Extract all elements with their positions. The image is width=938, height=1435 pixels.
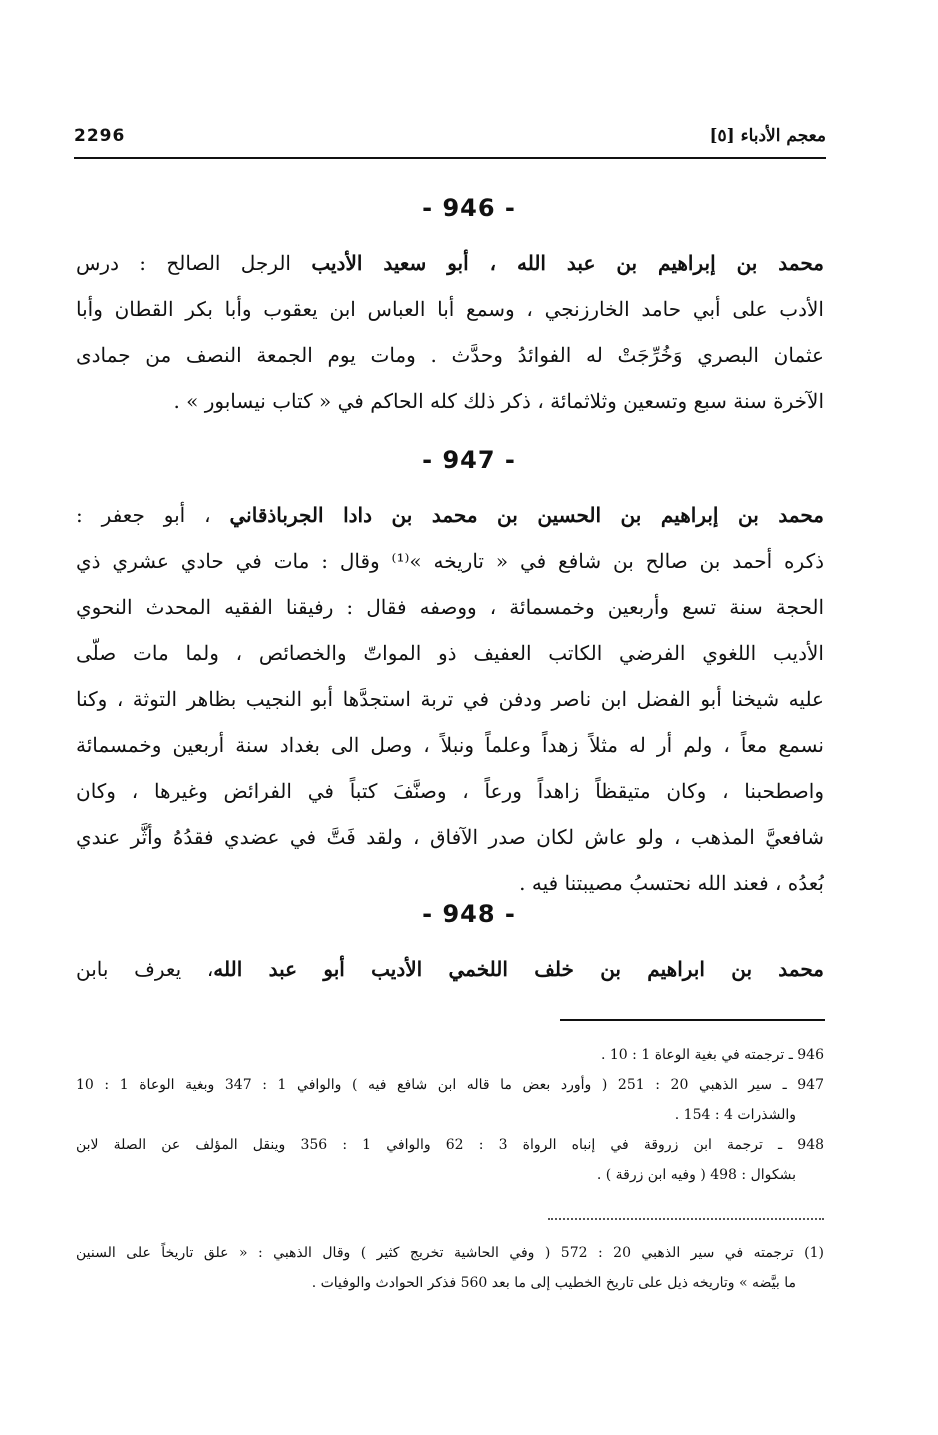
note-line: (1) ترجمته في سير الذهبي 20 : 572 ( وفي الحاشية تخريج كثير ) وقال الذهبي : « علق تاريخاً على السنين: [76, 1245, 824, 1261]
entry-name: محمد بن إبراهيم بن عبد الله ، أبو سعيد الأديب: [311, 251, 824, 275]
page-number: 2296: [74, 126, 126, 146]
footnote-948-cont: بشكوال : 498 ( وفيه ابن زرقة ) .: [596, 1167, 796, 1183]
note-line-cont: ما بيَّضه » وتاريخه ذيل على تاريخ الخطيب إلى ما بعد 560 فذكر الحوادث والوفيات .: [311, 1275, 796, 1291]
running-header: [74, 126, 826, 156]
dotted-separator: [548, 1218, 824, 1220]
text-span: عليه شيخنا أبو الفضل ابن ناصر ودفن في تربة استجدَّها أبو النجيب بظاهر التوثة ، وكنا: [76, 687, 824, 711]
text-span: الأدب على أبي حامد الخارزنجي ، وسمع أبا العباس ابن يعقوب وأبا بكر القطان وأبا: [76, 297, 824, 321]
footnote-946: 946 ـ ترجمته في بغية الوعاة 1 : 10 .: [600, 1047, 824, 1063]
text-line: [76, 286, 824, 332]
text-span: نسمع معاً ، ولم أر له مثلاً زهداً وعلماً ونبلاً ، وصل الى بغداد سنة أربعين وخمسمائة: [76, 733, 824, 757]
entry-number-947: - 947 -: [422, 446, 516, 474]
text-line: [76, 378, 824, 424]
text-span: عثمان البصري وَخُرِّجَتْ له الفوائدُ وحدَّث . ومات يوم الجمعة النصف من جمادى: [76, 343, 824, 367]
entry-number-946: - 946 -: [422, 194, 516, 222]
text-line: [76, 768, 824, 814]
entry-947-text: [76, 492, 824, 906]
entry-name: محمد بن ابراهيم بن خلف اللخمي الأديب أبو عبد الله: [213, 957, 824, 981]
text-line: [76, 332, 824, 378]
text-span: بُعدُه ، فعند الله نحتسبُ مصيبتنا فيه .: [519, 871, 824, 895]
footnotes: [76, 1040, 824, 1190]
text-span: ، أبو جعفر :: [76, 503, 230, 527]
book-title: معجم الأدباء [٥]: [709, 126, 826, 146]
entry-name: محمد بن إبراهيم بن الحسين بن محمد بن دادا الجرباذقاني: [229, 503, 824, 527]
text-line: [76, 492, 824, 538]
footnote-rule: [560, 1019, 825, 1021]
text-span: واصطحبنا ، وكان متيقظاً زاهداً ورعاً ، وصنَّفَ كتباً في الفرائض وغيرها ، وكان: [76, 779, 824, 803]
text-line: [76, 584, 824, 630]
text-span: ، يعرف بابن: [76, 957, 214, 981]
entry-948-text: [76, 946, 824, 992]
text-span: الآخرة سنة سبع وتسعين وثلاثمائة ، ذكر ذلك كله الحاكم في « كتاب نيسابور » .: [173, 389, 824, 413]
text-span: الأديب اللغوي الفرضي الكاتب العفيف ذو المواتّ والخصائص ، ولما مات صلّى: [76, 641, 824, 665]
text-span: الرجل الصالح : درس: [76, 251, 312, 275]
text-span: شافعيَّ المذهب ، ولو عاش لكان صدر الآفاق ، ولقد فَتَّ في عضدي فقدُهُ وأثَّر عندي: [76, 825, 824, 849]
entry-number-948: - 948 -: [422, 900, 516, 928]
text-line: [76, 240, 824, 286]
footnote-948: 948 ـ ترجمة ابن زروقة في إنباه الرواة 3 : 62 والوافي 1 : 356 وينقل المؤلف عن الصلة لابن: [76, 1137, 824, 1153]
footnote-947-cont: والشذرات 4 : 154 .: [674, 1107, 796, 1123]
author-note: [76, 1238, 824, 1298]
entry-946-text: [76, 240, 824, 424]
text-line: [76, 814, 824, 860]
text-line: [76, 538, 824, 584]
header-rule: [74, 157, 826, 159]
text-span: الحجة سنة تسع وأربعين وخمسمائة ، ووصفه فقال : رفيقنا الفقيه المحدث النحوي: [76, 595, 824, 619]
text-line: [76, 630, 824, 676]
footnote-947: 947 ـ سير الذهبي 20 : 251 ( وأورد بعض ما قاله ابن شافع فيه ) والوافي 1 : 347 وبغية الوعاة 1 : 10: [76, 1077, 824, 1093]
text-span: ذكره أحمد بن صالح بن شافع في « تاريخه »⁽¹⁾ وقال : مات في حادي عشري ذي: [76, 549, 824, 573]
text-line: [76, 676, 824, 722]
text-line: [76, 946, 824, 992]
text-line: [76, 722, 824, 768]
